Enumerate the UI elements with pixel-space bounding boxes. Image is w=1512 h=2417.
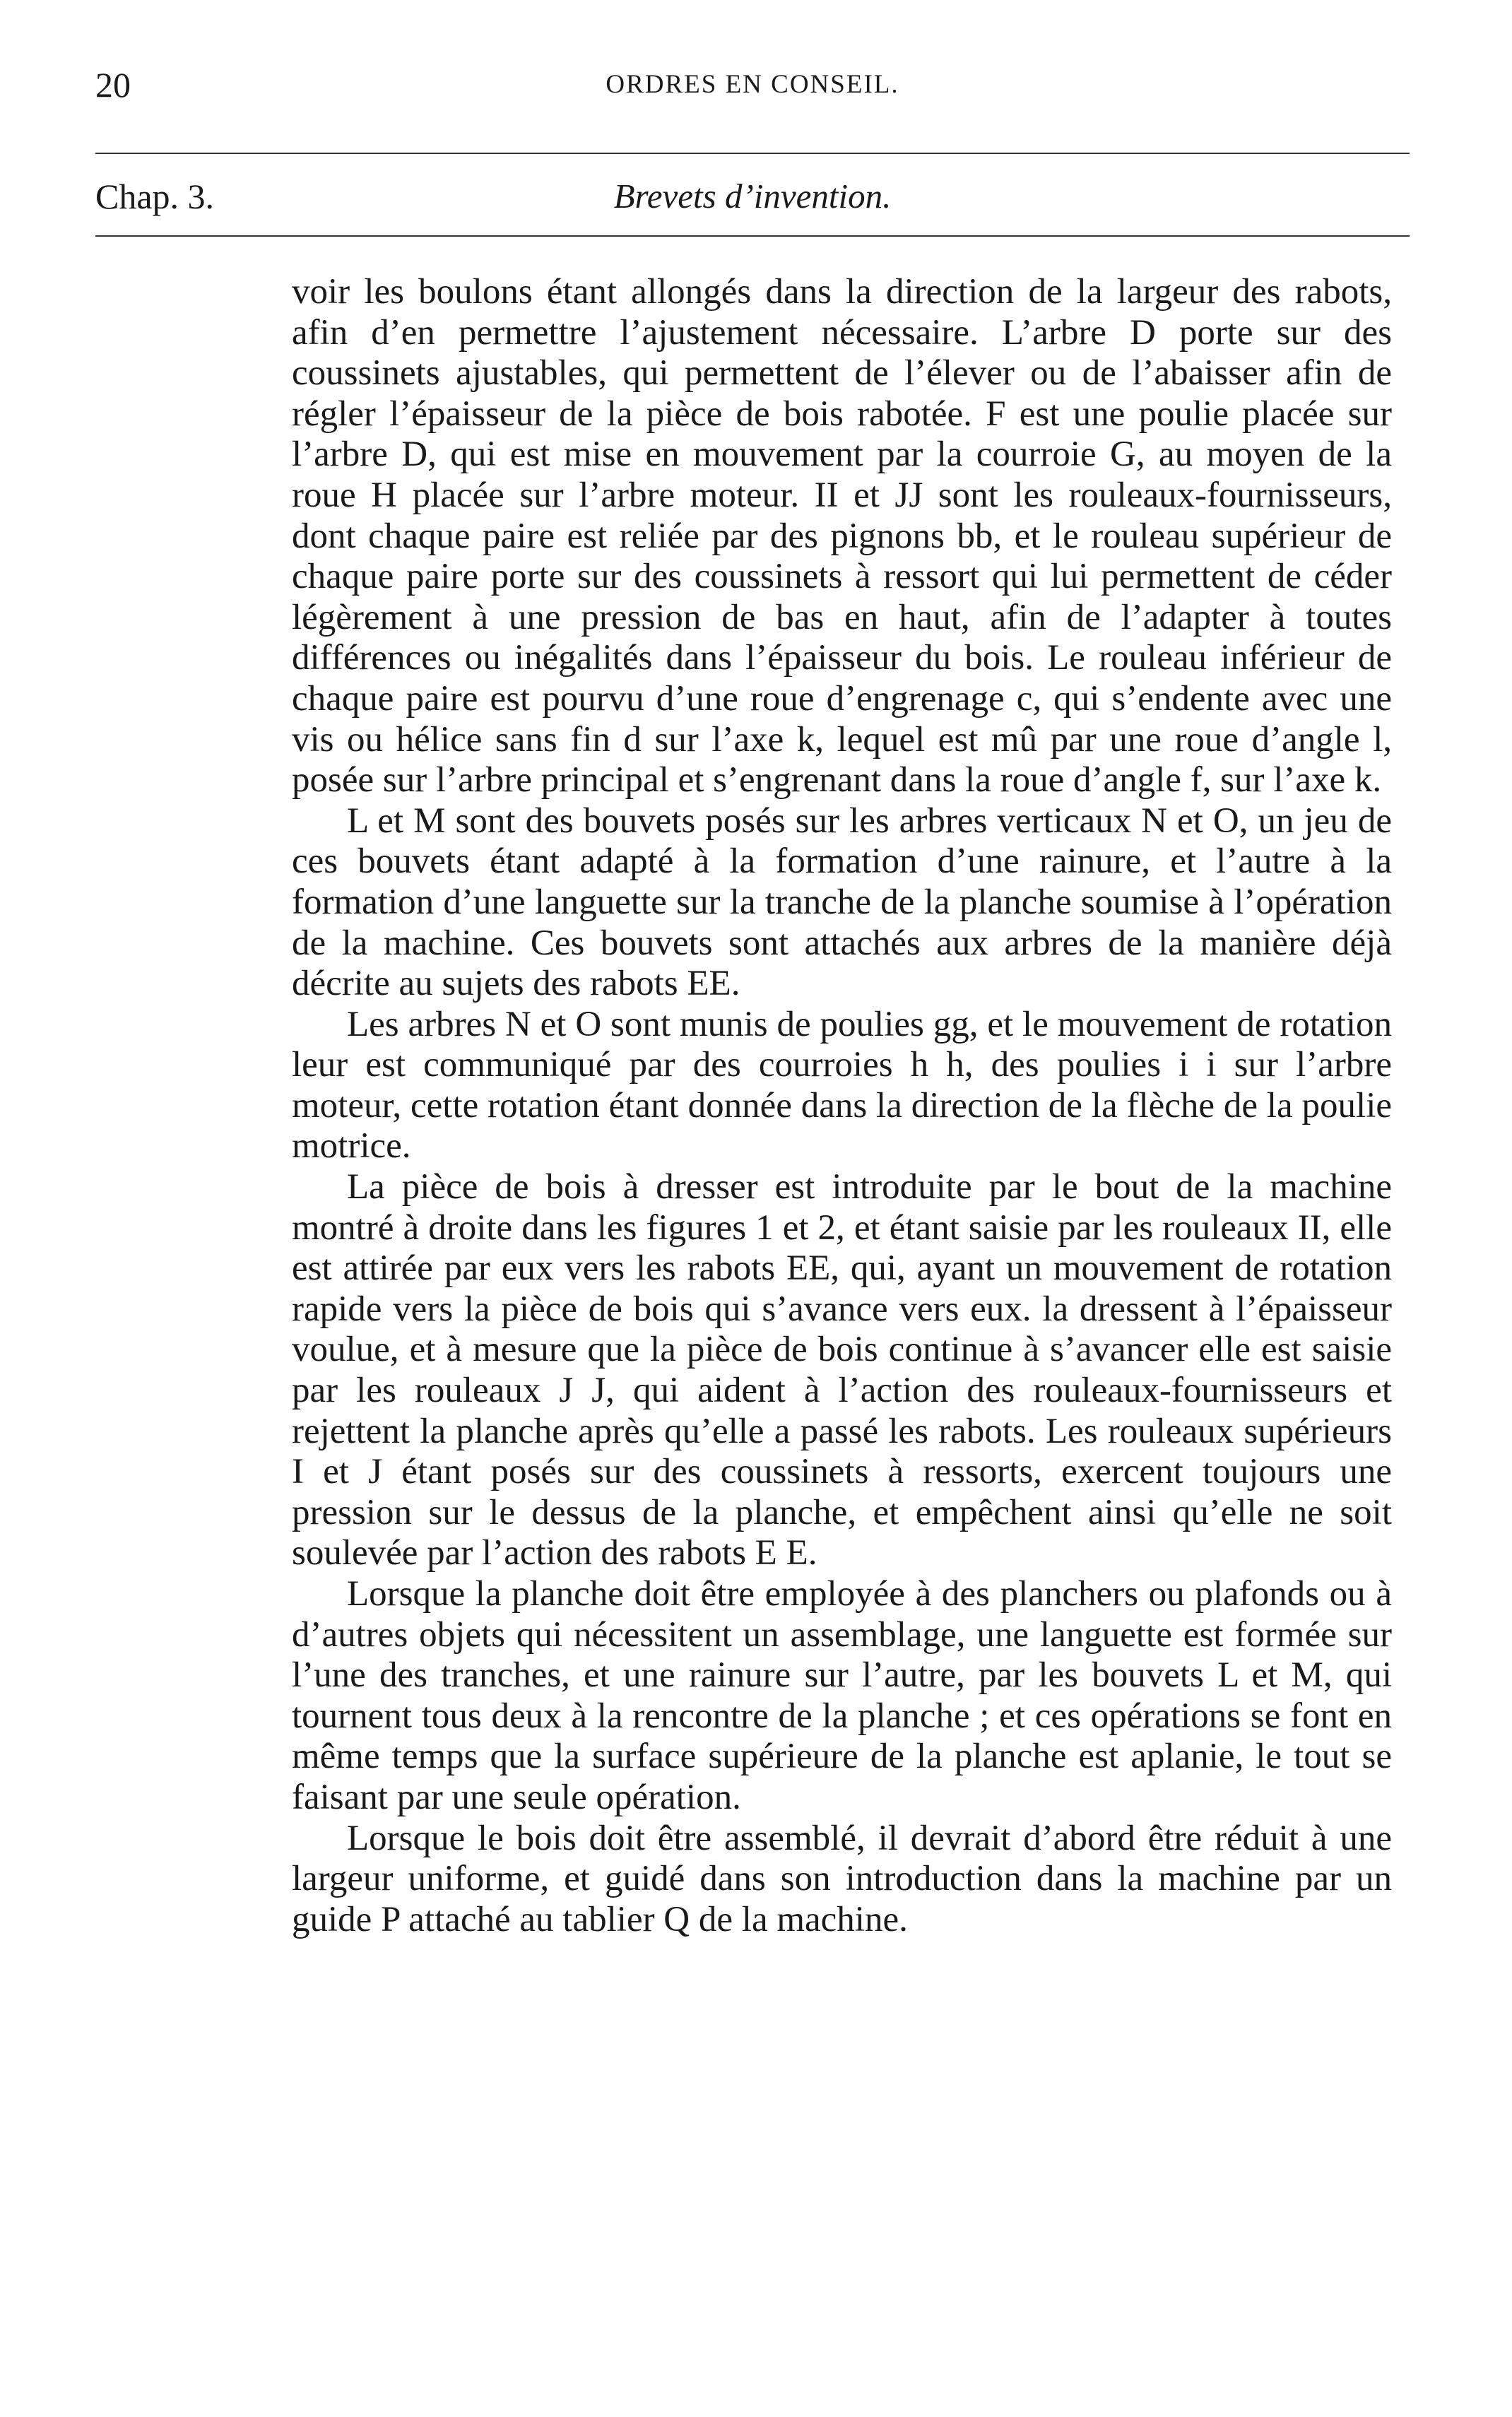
header-rule-bottom <box>95 235 1410 237</box>
header-rule-top <box>95 153 1410 154</box>
paragraph-4: La pièce de bois à dresser est introduite par le bout de la machine montré à droite dans les figures 1 et 2, et étant saisie par les rouleaux II, elle est attirée par eux vers les rabots EE, qui, ayant un mouvement de rotation rapide vers la pièce de bois qui s’avance vers eux. la dressent à l’épaisseur voulue, et à mesure que la pièce de bois continue à s’avancer elle est saisie par les rouleaux J J, qui aident à l’action des rouleaux-fournisseurs et rejettent la planche après qu’elle a passé les rabots. Les rouleaux supérieurs I et J étant posés sur des coussinets à ressorts, exercent toujours une pression sur le dessus de la planche, et empêchent ainsi qu’elle ne soit soulevée par l’action des rabots E E. <box>292 1167 1392 1573</box>
running-head <box>95 64 1410 106</box>
body-text <box>292 272 1392 1940</box>
paragraph-5: Lorsque la planche doit être employée à des planchers ou plafonds ou à d’autres objets qui nécessitent un assemblage, une languette est formée sur l’une des tranches, et une rainure sur l’autre, par les bouvets L et M, qui tournent tous deux à la rencontre de la planche ; et ces opérations se font en même temps que la surface supérieure de la planche est aplanie, le tout se faisant par une seule opération. <box>292 1574 1392 1817</box>
section-title: Brevets d’invention. <box>613 177 892 215</box>
paragraph-3: Les arbres N et O sont munis de poulies gg, et le mouvement de rotation leur est communiqué par des courroies h h, des poulies i i sur l’arbre moteur, cette rotation étant donnée dans la direction de la flèche de la poulie motrice. <box>292 1004 1392 1166</box>
header-title: ORDRES EN CONSEIL. <box>606 70 899 99</box>
paragraph-1: voir les boulons étant allongés dans la direction de la largeur des rabots, afin d’en permettre l’ajustement nécessaire. L’arbre D porte sur des coussinets ajustables, qui permettent de l’élever ou de l’abaisser afin de régler l’épaisseur de la pièce de bois rabotée. F est une poulie placée sur l’arbre D, qui est mise en mouvement par la courroie G, au moyen de la roue H placée sur l’arbre moteur. II et JJ sont les rouleaux-fournisseurs, dont chaque paire est reliée par des pignons bb, et le rouleau supérieur de chaque paire porte sur des coussinets à ressort qui lui permettent de céder légèrement à une pression de bas en haut, afin de l’adapter à toutes différences ou inégalités dans l’épaisseur du bois. Le rouleau inférieur de chaque paire est pourvu d’une roue d’engrenage c, qui s’endente avec une vis ou hélice sans fin d sur l’axe k, lequel est mû par une roue d’angle l, posée sur l’arbre principal et s’engrenant dans la roue d’angle f, sur l’axe k. <box>292 272 1392 800</box>
chapter-row <box>95 174 1410 219</box>
page-number: 20 <box>95 65 131 105</box>
paragraph-6: Lorsque le bois doit être assemblé, il devrait d’abord être réduit à une largeur uniforme, et guidé dans son introduction dans la machine par un guide P attaché au tablier Q de la machine. <box>292 1818 1392 1939</box>
paragraph-2: L et M sont des bouvets posés sur les arbres verticaux N et O, un jeu de ces bouvets étant adapté à la formation d’une rainure, et l’autre à la formation d’une languette sur la tranche de la planche soumise à l’opération de la machine. Ces bouvets sont attachés aux arbres de la manière déjà décrite au sujets des rabots EE. <box>292 800 1392 1004</box>
chapter-label: Chap. 3. <box>95 177 215 216</box>
